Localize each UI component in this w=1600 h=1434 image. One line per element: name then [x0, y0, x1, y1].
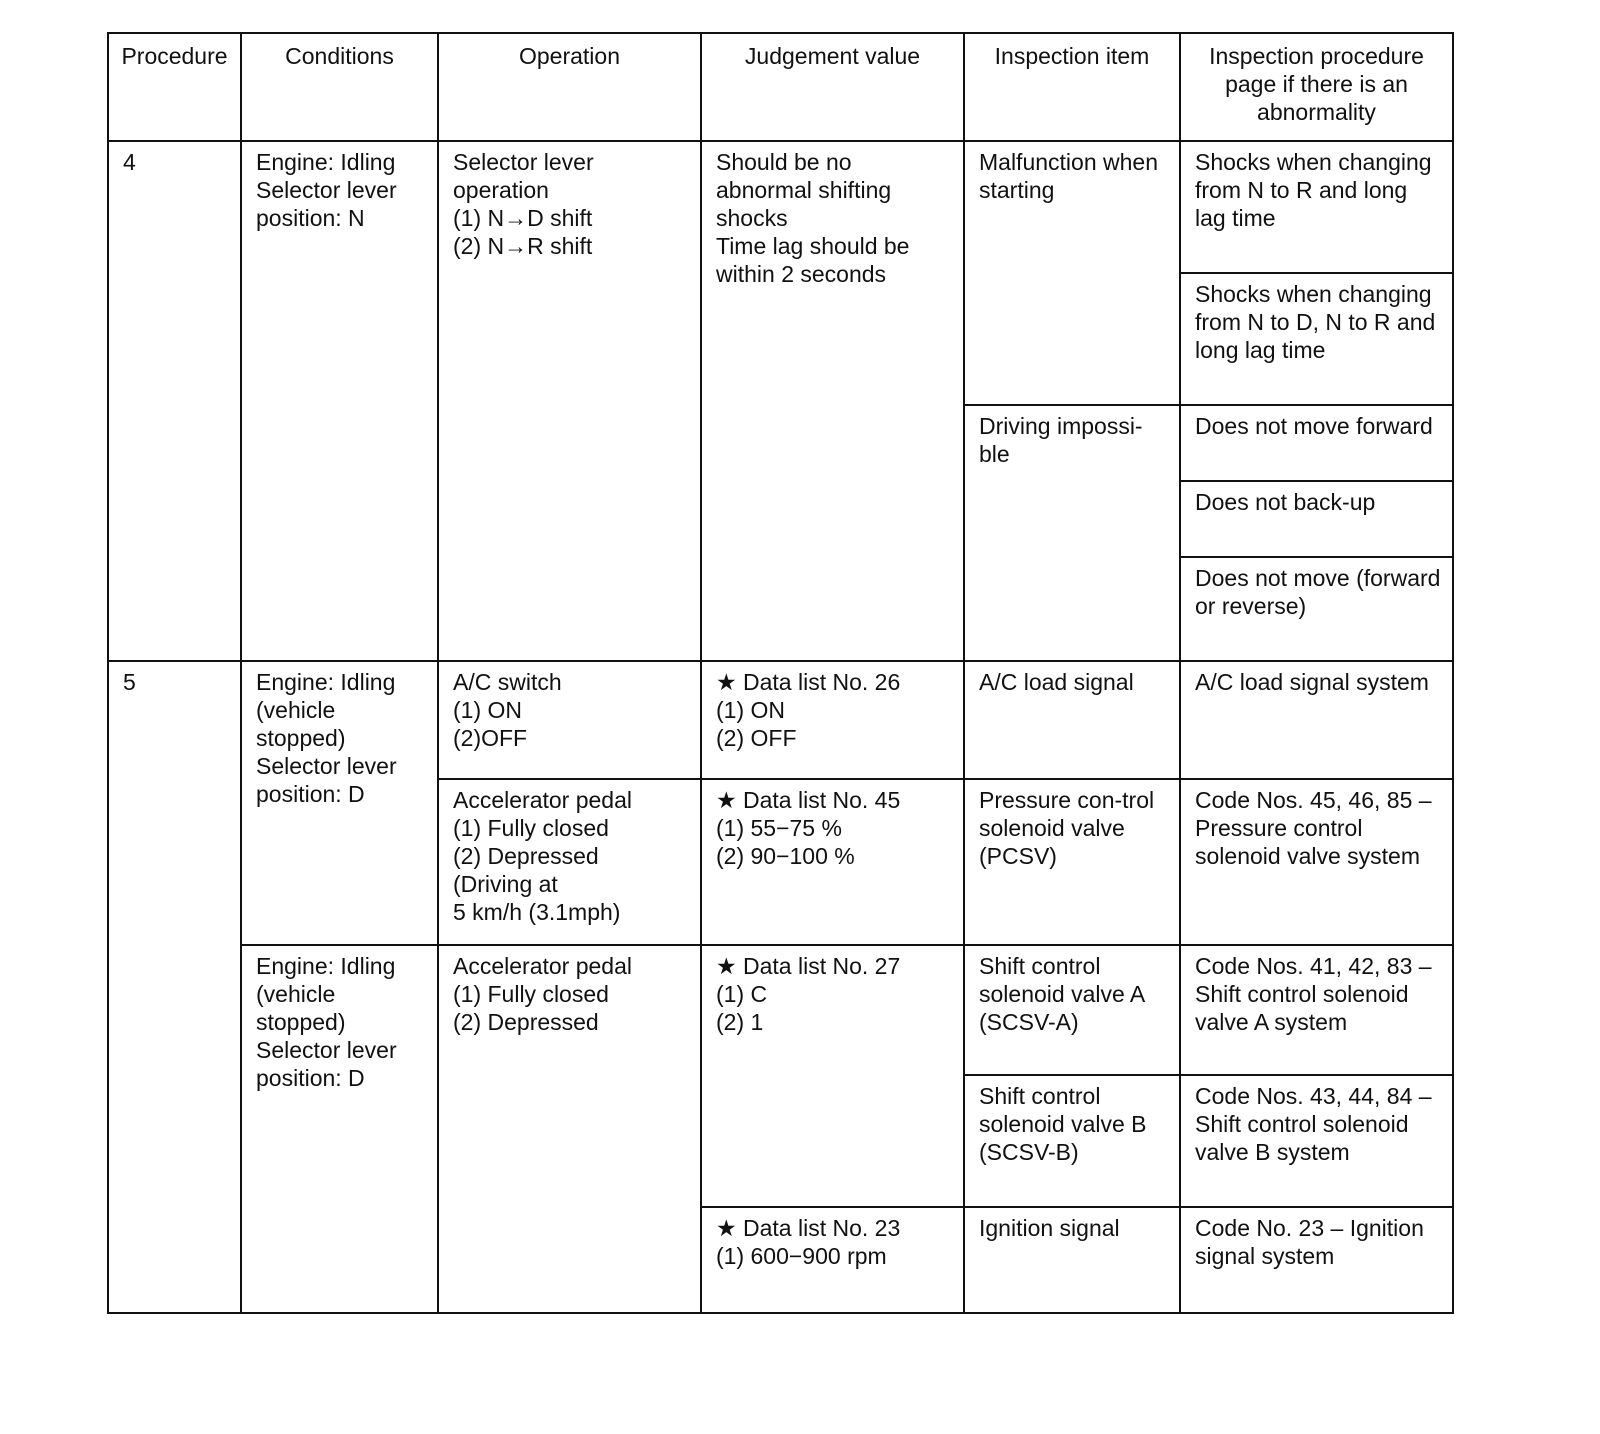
operation-line: (2) N→R shift	[453, 233, 593, 259]
operation-line: (Driving at	[453, 871, 558, 897]
procedure-page-cell: Code Nos. 41, 42, 83 – Shift control solenoid valve A system	[1180, 945, 1453, 1075]
header-operation: Operation	[438, 33, 701, 141]
operation-line: (1) N→D shift	[453, 205, 593, 231]
inspection-item-cell: Pressure con-trol solenoid valve (PCSV)	[964, 779, 1180, 945]
procedure-page-cell: Does not move (forward or reverse)	[1180, 557, 1453, 661]
judgement-cell	[701, 141, 964, 661]
judgement-line: (2) 90−100 %	[716, 843, 855, 869]
judgement-line: ★ Data list No. 26	[716, 669, 901, 695]
operation-line: Accelerator pedal	[453, 787, 632, 813]
procedure-page-cell: Shocks when changing from N to D, N to R and long lag time	[1180, 273, 1453, 405]
operation-line: (2)OFF	[453, 725, 528, 751]
table-row	[108, 661, 1453, 779]
inspection-item-cell: Driving impossi-ble	[964, 405, 1180, 661]
procedure-page-cell: Code Nos. 43, 44, 84 – Shift control solenoid valve B system	[1180, 1075, 1453, 1207]
operation-cell	[438, 661, 701, 779]
condition-line: Engine: Idling (vehicle stopped)	[256, 953, 396, 1035]
condition-line: Engine: Idling (vehicle stopped)	[256, 669, 396, 751]
operation-line: (1) Fully closed	[453, 815, 609, 841]
judgement-line: ★ Data list No. 27	[716, 953, 901, 979]
operation-cell	[438, 779, 701, 945]
judgement-cell	[701, 945, 964, 1207]
judgement-cell	[701, 1207, 964, 1313]
judgement-line: (1) 55−75 %	[716, 815, 842, 841]
operation-line: 5 km/h (3.1mph)	[453, 899, 621, 925]
judgement-line: Time lag should be within 2 seconds	[716, 233, 910, 287]
inspection-table-page	[107, 32, 1452, 1314]
inspection-item-cell: Shift control solenoid valve A (SCSV-A)	[964, 945, 1180, 1075]
operation-line: (2) Depressed	[453, 1009, 599, 1035]
header-judgement-value: Judgement value	[701, 33, 964, 141]
condition-line: Selector lever position: D	[256, 753, 397, 807]
condition-line: Selector lever position: D	[256, 1037, 397, 1091]
inspection-item-cell: A/C load signal	[964, 661, 1180, 779]
inspection-item-cell: Shift control solenoid valve B (SCSV-B)	[964, 1075, 1180, 1207]
judgement-line: Should be no abnormal shifting shocks	[716, 149, 892, 231]
header-inspection-procedure-page: Inspection procedure page if there is an abnormality	[1180, 33, 1453, 141]
judgement-cell	[701, 779, 964, 945]
procedure-page-cell: Shocks when changing from N to R and long lag time	[1180, 141, 1453, 273]
header-row	[108, 33, 1453, 141]
condition-line: Engine: Idling	[256, 149, 396, 175]
judgement-line: (2) OFF	[716, 725, 797, 751]
judgement-cell	[701, 661, 964, 779]
judgement-line: ★ Data list No. 45	[716, 787, 901, 813]
operation-cell	[438, 141, 701, 661]
procedure-page-cell: Does not move forward	[1180, 405, 1453, 481]
judgement-line: ★ Data list No. 23	[716, 1215, 901, 1241]
inspection-table	[107, 32, 1454, 1314]
procedure-page-cell: Code No. 23 – Ignition signal system	[1180, 1207, 1453, 1313]
operation-line: Selector lever operation	[453, 149, 594, 203]
conditions-cell	[241, 141, 438, 661]
conditions-cell	[241, 661, 438, 945]
operation-line: (2) Depressed	[453, 843, 599, 869]
operation-line: A/C switch	[453, 669, 562, 695]
condition-line: Selector lever position: N	[256, 177, 397, 231]
operation-line: Accelerator pedal	[453, 953, 632, 979]
procedure-number: 4	[108, 141, 241, 661]
procedure-page-cell: Does not back-up	[1180, 481, 1453, 557]
table-row	[108, 945, 1453, 1075]
header-procedure: Procedure	[108, 33, 241, 141]
header-inspection-item: Inspection item	[964, 33, 1180, 141]
judgement-line: (1) ON	[716, 697, 785, 723]
operation-line: (1) ON	[453, 697, 522, 723]
conditions-cell	[241, 945, 438, 1313]
header-conditions: Conditions	[241, 33, 438, 141]
table-row	[108, 141, 1453, 273]
inspection-item-cell: Malfunction when starting	[964, 141, 1180, 405]
judgement-line: (2) 1	[716, 1009, 764, 1035]
procedure-page-cell: A/C load signal system	[1180, 661, 1453, 779]
procedure-number: 5	[108, 661, 241, 1313]
operation-cell	[438, 945, 701, 1313]
judgement-line: (1) C	[716, 981, 768, 1007]
inspection-item-cell: Ignition signal	[964, 1207, 1180, 1313]
operation-line: (1) Fully closed	[453, 981, 609, 1007]
judgement-line: (1) 600−900 rpm	[716, 1243, 887, 1269]
procedure-page-cell: Code Nos. 45, 46, 85 – Pressure control solenoid valve system	[1180, 779, 1453, 945]
